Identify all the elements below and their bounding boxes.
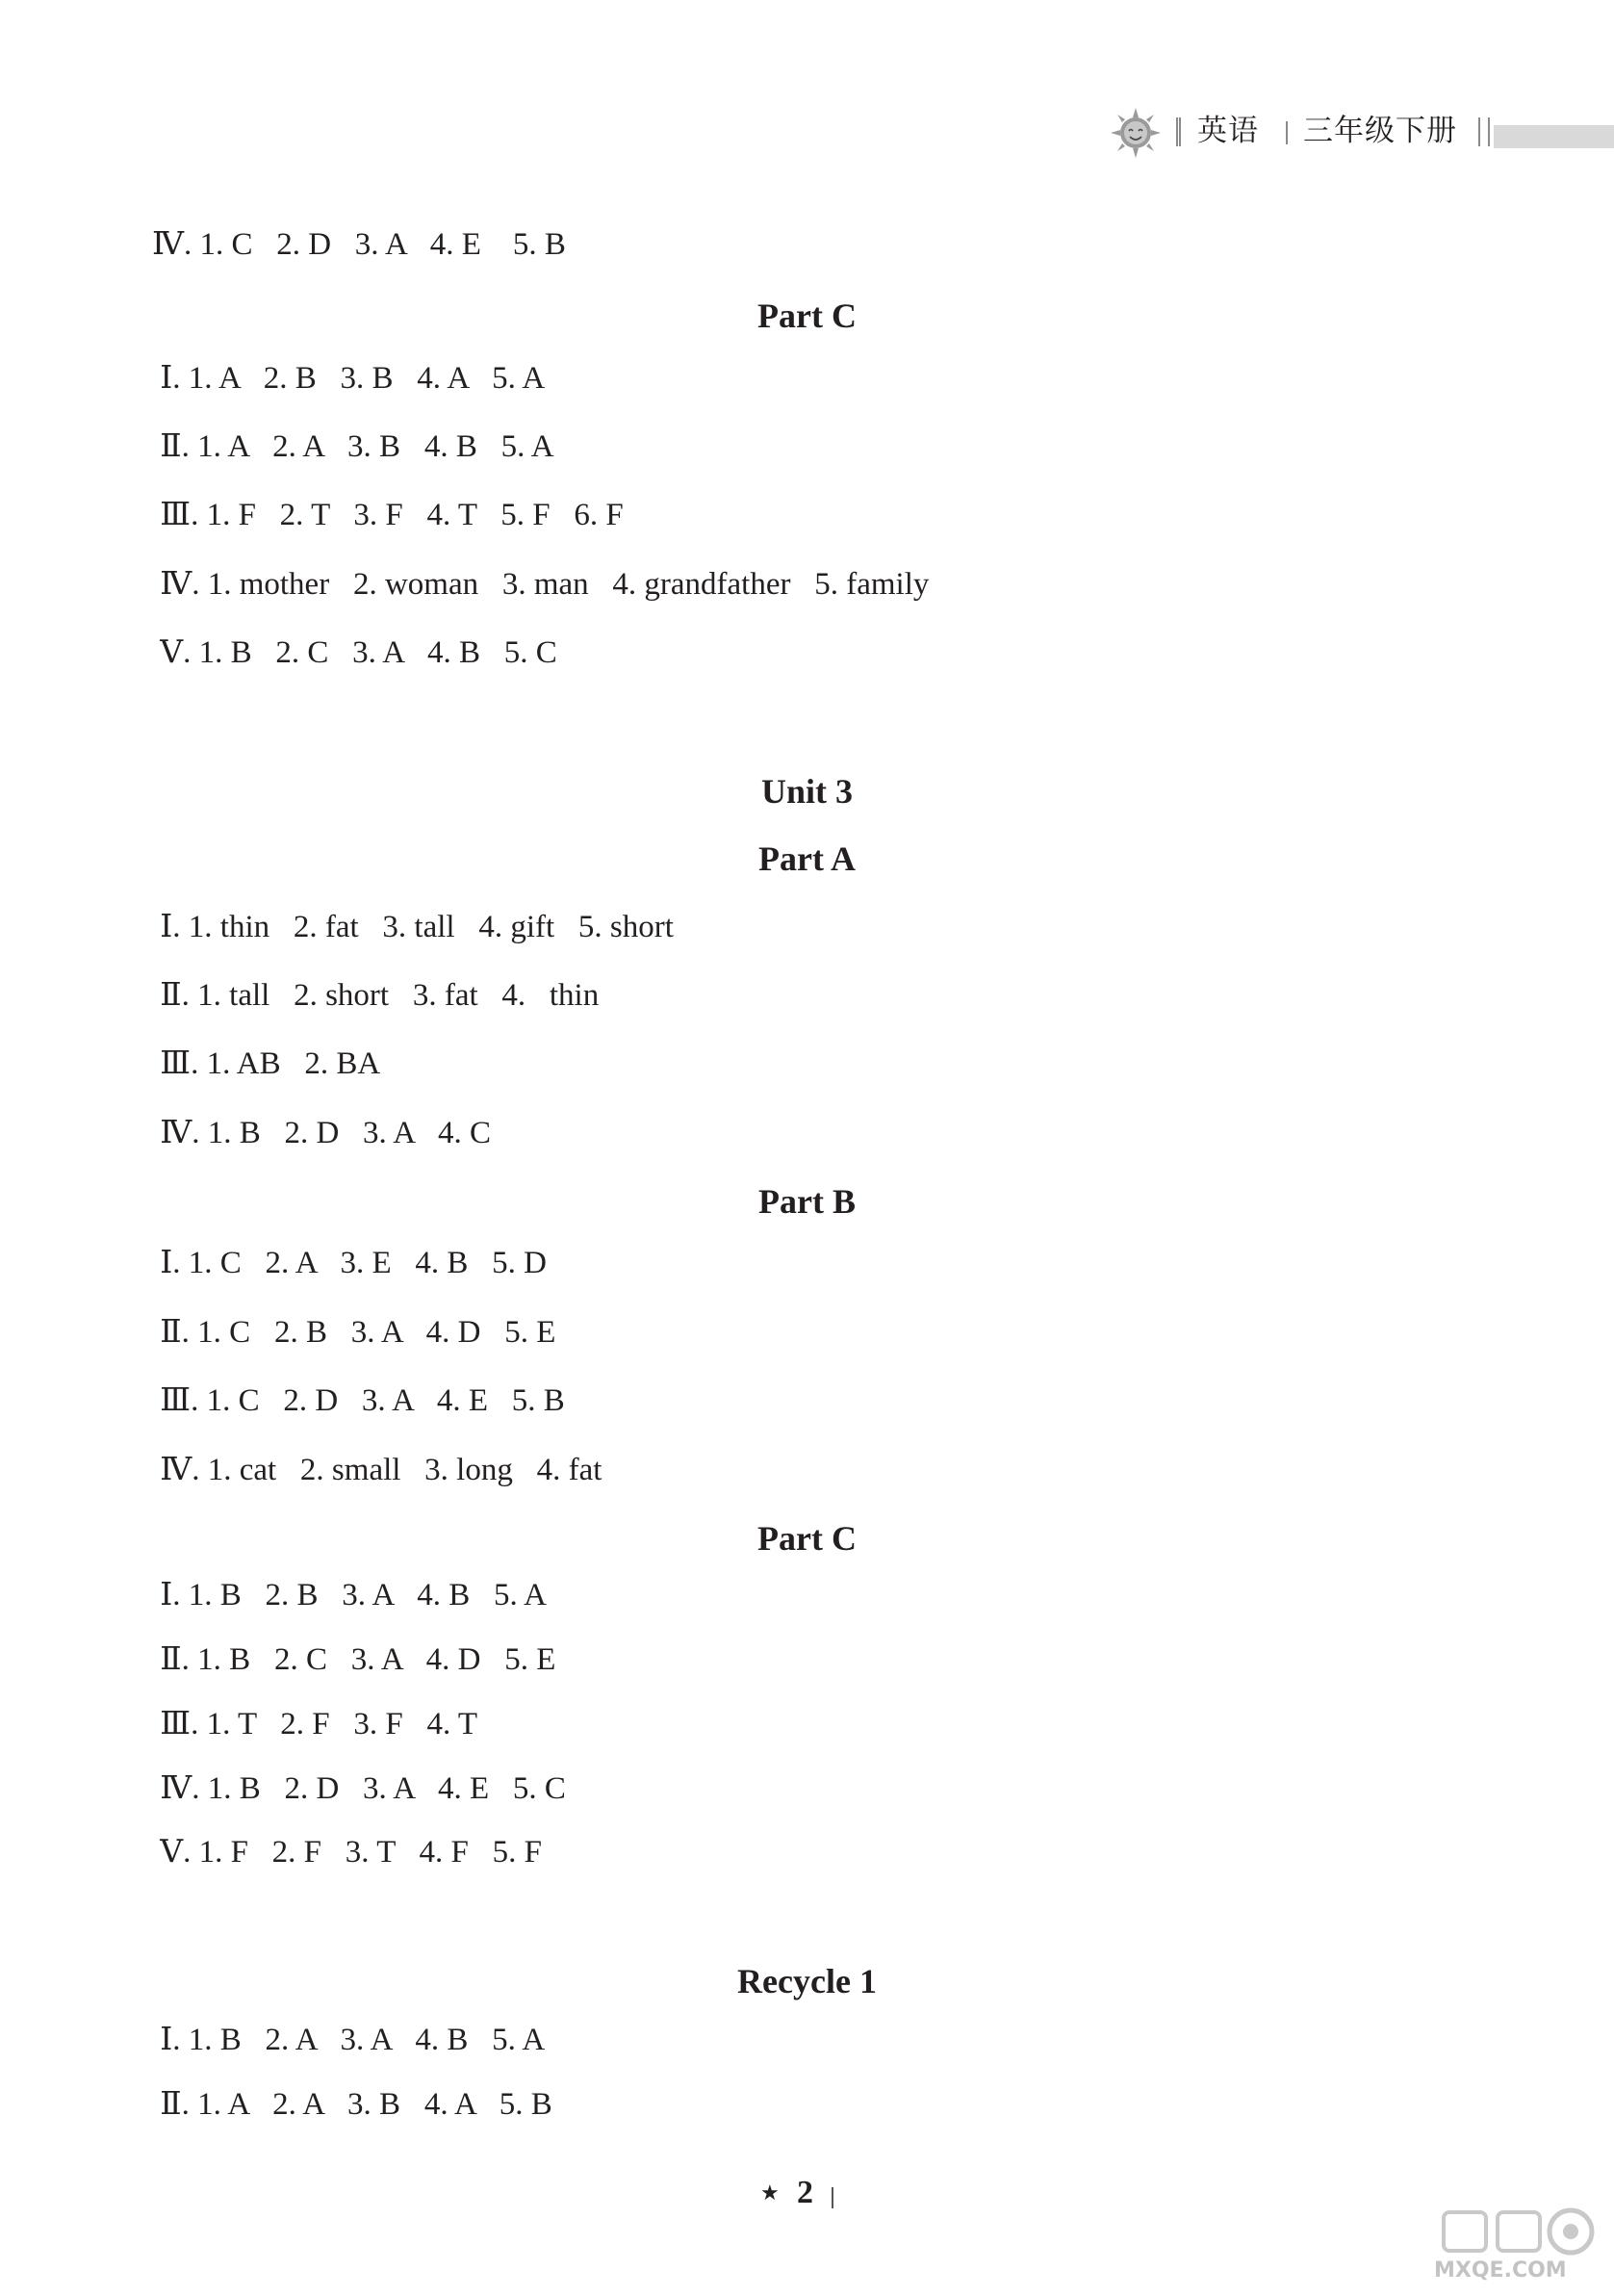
answer-row: Ⅳ. 1. mother 2. woman 3. man 4. grandfather 5. family	[152, 567, 930, 602]
answer-row: Ⅱ. 1. B 2. C 3. A 4. D 5. E	[152, 1642, 556, 1677]
header-divider	[1176, 117, 1181, 146]
answer-row: Ⅰ. 1. B 2. B 3. A 4. B 5. A	[152, 1578, 548, 1612]
grade-label: 三年级下册	[1303, 114, 1457, 147]
answer-row: Ⅲ. 1. F 2. T 3. F 4. T 5. F 6. F	[152, 498, 624, 532]
watermark	[1434, 2205, 1614, 2296]
answer-row: Ⅱ. 1. C 2. B 3. A 4. D 5. E	[152, 1315, 556, 1350]
answer-row: Ⅱ. 1. tall 2. short 3. fat 4. thin	[152, 978, 600, 1013]
answer-row: Ⅰ. 1. C 2. A 3. E 4. B 5. D	[152, 1246, 547, 1280]
section-heading: Recycle 1	[737, 1962, 877, 2000]
answer-row: Ⅳ. 1. B 2. D 3. A 4. E 5. C	[152, 1771, 566, 1806]
answer-row: Ⅲ. 1. T 2. F 3. F 4. T	[152, 1707, 478, 1741]
answer-row: Ⅲ. 1. AB 2. BA	[152, 1046, 381, 1081]
watermark-text: MXQE.COM	[1434, 2258, 1567, 2283]
section-heading: Part B	[758, 1182, 856, 1221]
page-header	[1097, 104, 1614, 158]
section-heading: Part C	[757, 1519, 857, 1558]
answer-row: Ⅱ. 1. A 2. A 3. B 4. B 5. A	[152, 429, 554, 464]
page-number: 2	[797, 2175, 813, 2210]
answer-row: Ⅴ. 1. F 2. F 3. T 4. F 5. F	[152, 1835, 542, 1870]
answer-row: Ⅳ. 1. C 2. D 3. A 4. E 5. B	[152, 227, 566, 262]
section-heading: Part C	[757, 297, 857, 335]
answer-row: Ⅳ. 1. B 2. D 3. A 4. C	[152, 1116, 492, 1150]
smiling-sun-icon	[1109, 106, 1163, 160]
header-divider	[1478, 117, 1490, 146]
answer-row: Ⅰ. 1. A 2. B 3. B 4. A 5. A	[152, 361, 546, 396]
answer-row: Ⅳ. 1. cat 2. small 3. long 4. fat	[152, 1453, 602, 1487]
answer-row: Ⅲ. 1. C 2. D 3. A 4. E 5. B	[152, 1383, 565, 1418]
answer-row: Ⅴ. 1. B 2. C 3. A 4. B 5. C	[152, 635, 557, 670]
answer-row: Ⅰ. 1. thin 2. fat 3. tall 4. gift 5. short	[152, 910, 674, 944]
watermark-logo-icon	[1434, 2205, 1614, 2258]
unit-heading: Unit 3	[760, 772, 853, 811]
header-band	[1494, 125, 1614, 148]
subject-label: 英语	[1197, 114, 1259, 147]
answer-row: Ⅰ. 1. B 2. A 3. A 4. B 5. A	[152, 2023, 546, 2057]
star-icon: ★	[760, 2180, 780, 2205]
section-heading: Part A	[758, 839, 856, 878]
header-divider	[1286, 121, 1288, 144]
answer-row: Ⅱ. 1. A 2. A 3. B 4. A 5. B	[152, 2087, 552, 2122]
footer-divider	[832, 2187, 833, 2208]
